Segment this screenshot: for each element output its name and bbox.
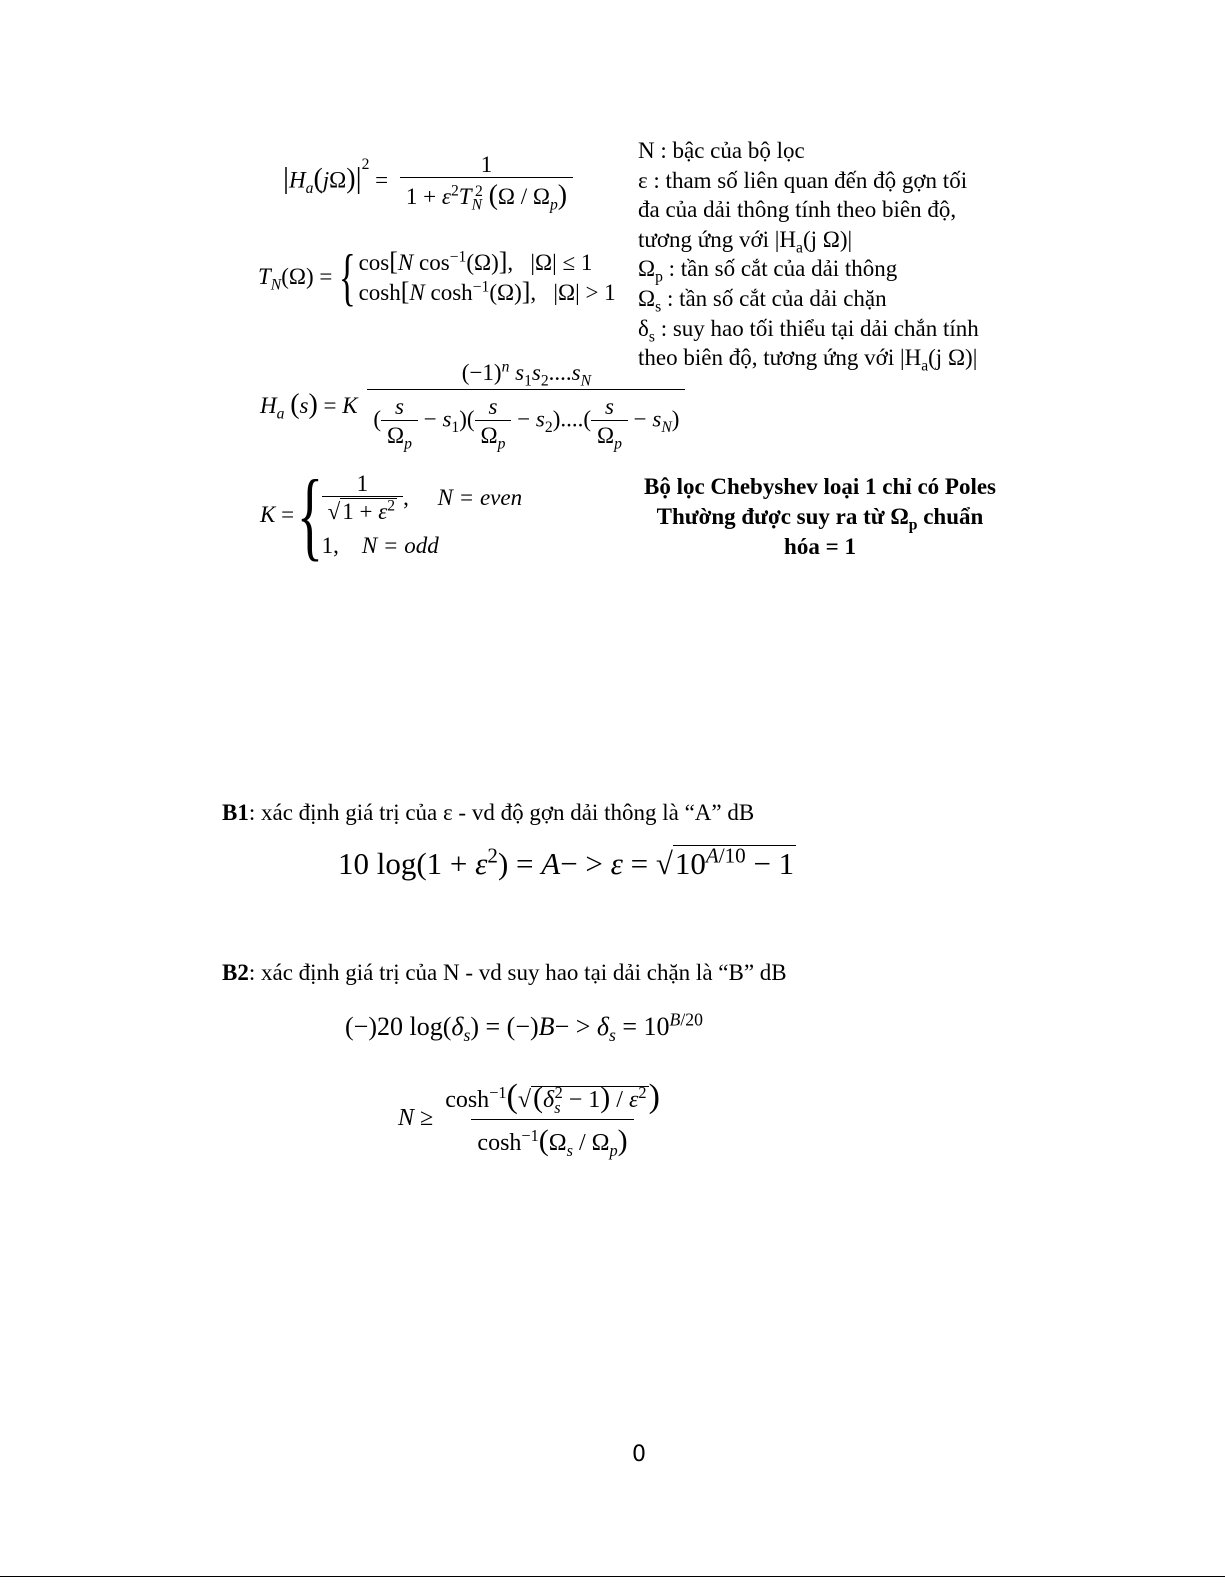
step-b2-heading: B2: xác định giá trị của N - vd suy hao tại dải chặn là “B” dB — [222, 960, 787, 985]
page-divider — [0, 1576, 1225, 1577]
k-even-label: N = even — [437, 485, 523, 510]
k-one-label: 1, — [321, 533, 339, 559]
order-formula: N ≥ $\frac{\cosh^{-1}(√(\delta_s^2 - 1) / \varepsilon^2)}{\cosh^{-1}(\Omega_s / \Omega_p)}$ — [398, 1078, 660, 1161]
page-number: 0 — [632, 1442, 646, 1467]
delta-formula: (−)20 $\log(\delta_s) = (-)B- > \delta_s = 10^{B/20}$ — [345, 1009, 703, 1046]
note-epsilon-2: đa của dải thông tính theo biên độ, — [638, 197, 957, 223]
note-epsilon-3: tương ứng với $|H_a(j$ Ω)| — [638, 226, 853, 257]
summary-line-1: Bộ lọc Chebyshev loại 1 chỉ có Poles — [643, 474, 997, 499]
symbol-definitions — [638, 136, 1018, 373]
chebyshev-polynomial-formula: $T_N(\Omega)$ = { cos[N $\cos^{-1}(\Omega)$], |Ω| ≤ 1 cosh[N $\cosh^{-1}(\Omega)$], |Ω| > 1 — [258, 241, 616, 312]
note-order: N : bậc của bộ lọc — [638, 138, 805, 163]
gain-constant-formula: K = { $\frac{1}{√1 + \varepsilon^2}$ , N = even 1, N = odd — [260, 459, 523, 570]
note-omega-p: $\Omega_p$ : tần số cắt của dải thông — [638, 256, 898, 286]
summary-line-3: hóa = 1 — [784, 534, 856, 559]
summary-line-2: Thường được suy ra từ $\Omega_p$ chuẩn — [656, 504, 984, 534]
note-epsilon-1: ε : tham số liên quan đến độ gợn tối — [638, 167, 968, 193]
note-delta-1: $\delta_s$ : suy hao tối thiểu tại dải chắn tính — [638, 315, 979, 346]
k-odd-label: N = odd — [361, 533, 439, 559]
note-omega-s: $\Omega_s$ : tần số cắt của dải chặn — [638, 285, 887, 316]
magnitude-response-formula: $|H_a(j\Omega)|^2$ = $\frac{1}{1 + \varepsilon^2T_N^2 (\Omega / \Omega_p)}$ — [283, 152, 573, 212]
step-b1-heading: B1: xác định giá trị của ε - vd độ gợn dải thông là “A” dB — [222, 800, 755, 825]
transfer-function-formula: $H_a$ (s) = K $(-1)^n$ $s_1s_2....s_N$ ( $\frac{s}{\Omega_p}$ − $s_1$)( $\frac{s}{\Omega_p}$ − $s_2$)....( $\frac{s}{\Omega_p}$ − $s_N$) — [260, 360, 685, 449]
filter-summary — [620, 472, 1020, 562]
epsilon-formula: 10 $\log(1 + \varepsilon^2) = A- > \varepsilon = √10^{A/10} - 1$ — [338, 843, 795, 881]
note-delta-2: theo biên độ, tương ứng với $|H_a(j$ Ω)| — [638, 345, 978, 375]
